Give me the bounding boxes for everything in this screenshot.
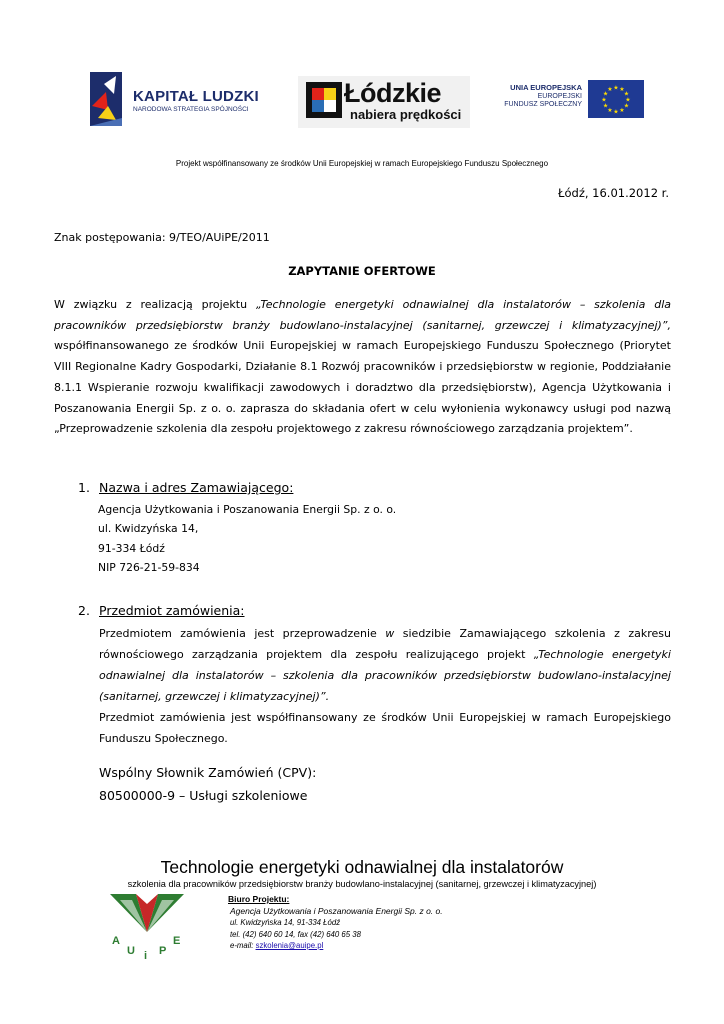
- logo-letter-e: E: [173, 935, 181, 947]
- project-office-phone: tel. (42) 640 60 14, fax (42) 640 65 38: [230, 929, 361, 939]
- eu-star-icon: ★: [623, 102, 630, 110]
- eu-star-icon: ★: [601, 96, 607, 104]
- document-title: ZAPYTANIE OFERTOWE: [288, 264, 436, 278]
- logo-letter-u: U: [127, 945, 135, 957]
- intro-paragraph: [54, 295, 671, 440]
- procedure-reference: Znak postępowania: 9/TEO/AUiPE/2011: [54, 231, 270, 244]
- section2-description: [99, 623, 671, 749]
- intro-project-name: „Technologie energetyki odnawialnej dla instalatorów – szkolenia dla pracowników przedsiębiorstw branży budowlano-instalacyjnej (sanitarnej, grzewczej i klimatyzacyjnej)”,: [54, 298, 671, 332]
- lodzkie-logo: [298, 76, 470, 128]
- section2-heading: Przedmiot zamówienia:: [99, 603, 245, 618]
- contracting-authority-nip: NIP 726-21-59-834: [98, 561, 200, 574]
- eu-union-label: UNIA EUROPEJSKA: [510, 83, 582, 92]
- project-office-email: [228, 940, 443, 952]
- contracting-authority-city: 91-334 Łódź: [98, 542, 165, 555]
- lodzkie-title: Łódzkie: [344, 78, 442, 108]
- eu-fund-label: [498, 84, 582, 110]
- lodzkie-emblem-icon: [306, 82, 342, 118]
- section2-text-w: w: [385, 627, 395, 640]
- eu-star-icon: ★: [619, 86, 625, 94]
- document-date: Łódź, 16.01.2012 r.: [558, 186, 669, 200]
- contracting-authority-street: ul. Kwidzyńska 14,: [98, 522, 199, 535]
- logo-letter-a: A: [112, 935, 120, 947]
- kapital-ludzki-logo: [86, 70, 266, 128]
- cofinance-note: Projekt współfinansowany ze środków Unii Europejskiej w ramach Europejskiego Funduszu Społecznego: [175, 159, 549, 168]
- section1-heading: Nazwa i adres Zamawiającego:: [99, 480, 294, 495]
- eu-star-icon: ★: [607, 86, 613, 94]
- intro-text-start: W związku z realizacją projektu: [54, 298, 256, 311]
- project-office: [228, 894, 443, 952]
- lodzkie-subtitle: nabiera prędkości: [350, 107, 462, 122]
- footer-project-title: Technologie energetyki odnawialnej dla instalatorów: [160, 857, 564, 877]
- kapital-ludzki-subtitle: NARODOWA STRATEGIA SPÓJNOŚCI: [133, 106, 249, 113]
- eu-star-icon: ★: [613, 108, 619, 116]
- section2-text-a: Przedmiotem zamówienia jest przeprowadzenie: [99, 627, 386, 640]
- eu-star-icon: ★: [613, 84, 619, 92]
- eu-star-icon: ★: [602, 90, 609, 98]
- eu-european-label: EUROPEJSKI: [537, 92, 582, 100]
- email-label: e-mail:: [230, 941, 256, 950]
- project-office-address: ul. Kwidzyńska 14, 91-334 Łódź: [230, 918, 341, 927]
- contracting-authority-name: Agencja Użytkowania i Poszanowania Energii Sp. z o. o.: [98, 503, 397, 516]
- email-link[interactable]: szkolenia@auipe.pl: [255, 941, 324, 950]
- logo-letter-p: P: [159, 945, 167, 957]
- intro-text-rest: współfinansowanego ze środków Unii Europejskiej w ramach Europejskiego Funduszu Społecznego (Priorytet VIII Regionalne Kadry Gospodarki, Działanie 8.1 Rozwój pracowników i przedsiębiorstw w regionie, Poddziałanie 8.1.1 Wspieranie rozwoju kwalifikacji zawodowych i doradztwo dla przedsiębiorstw), Agencja Użytkowania i Poszanowania Energii Sp. z o. o. zaprasza do składania ofert w celu wyłonienia wykonawcy usługi pod nazwą „Przeprowadzenie szkolenia dla zespołu projektowego z zakresu równościowego zarządzania projektem”.: [54, 339, 671, 436]
- eu-star-icon: ★: [602, 102, 609, 110]
- auipe-logo-icon: [106, 892, 188, 962]
- section2-project-name: „Technologie energetyki odnawialnej dla instalatorów – szkolenia dla pracowników przedsiębiorstw budowlano-instalacyjnej (sanitarnej, grzewczej i klimatyzacyjnej)”.: [99, 648, 671, 703]
- project-office-title: Biuro Projektu:: [228, 894, 290, 904]
- kapital-ludzki-emblem-icon: [86, 70, 130, 128]
- project-office-name: Agencja Użytkowania i Poszanowania Energii Sp. z o. o.: [230, 905, 443, 916]
- section1-number: 1.: [78, 480, 90, 495]
- eu-star-icon: ★: [625, 96, 631, 104]
- section2-text-b: siedzibie Zamawiającego szkolenia z zakresu równościowego zarządzania projektem dla zespołu realizującego projekt: [99, 627, 671, 661]
- logo-letter-i: i: [144, 950, 148, 962]
- eu-star-icon: ★: [619, 106, 625, 114]
- kapital-ludzki-title: KAPITAŁ LUDZKI: [133, 88, 259, 105]
- eu-star-icon: ★: [623, 90, 630, 98]
- cpv-label: Wspólny Słownik Zamówień (CPV):: [99, 765, 317, 780]
- footer-project-subtitle: szkolenia dla pracowników przedsiębiorstw branży budowlano-instalacyjnej (sanitarnej, grzewczej i klimatyzacyjnej): [127, 879, 597, 889]
- eu-social-fund-label: FUNDUSZ SPOŁECZNY: [504, 101, 582, 108]
- eu-flag-icon: [588, 80, 644, 118]
- cpv-code: 80500000-9 – Usługi szkoleniowe: [99, 788, 308, 803]
- section2-cofinance-text: Przedmiot zamówienia jest współfinansowany ze środków Unii Europejskiej w ramach Europejskiego Funduszu Społecznego.: [99, 711, 671, 745]
- eu-star-icon: ★: [607, 106, 613, 114]
- section2-number: 2.: [78, 603, 90, 618]
